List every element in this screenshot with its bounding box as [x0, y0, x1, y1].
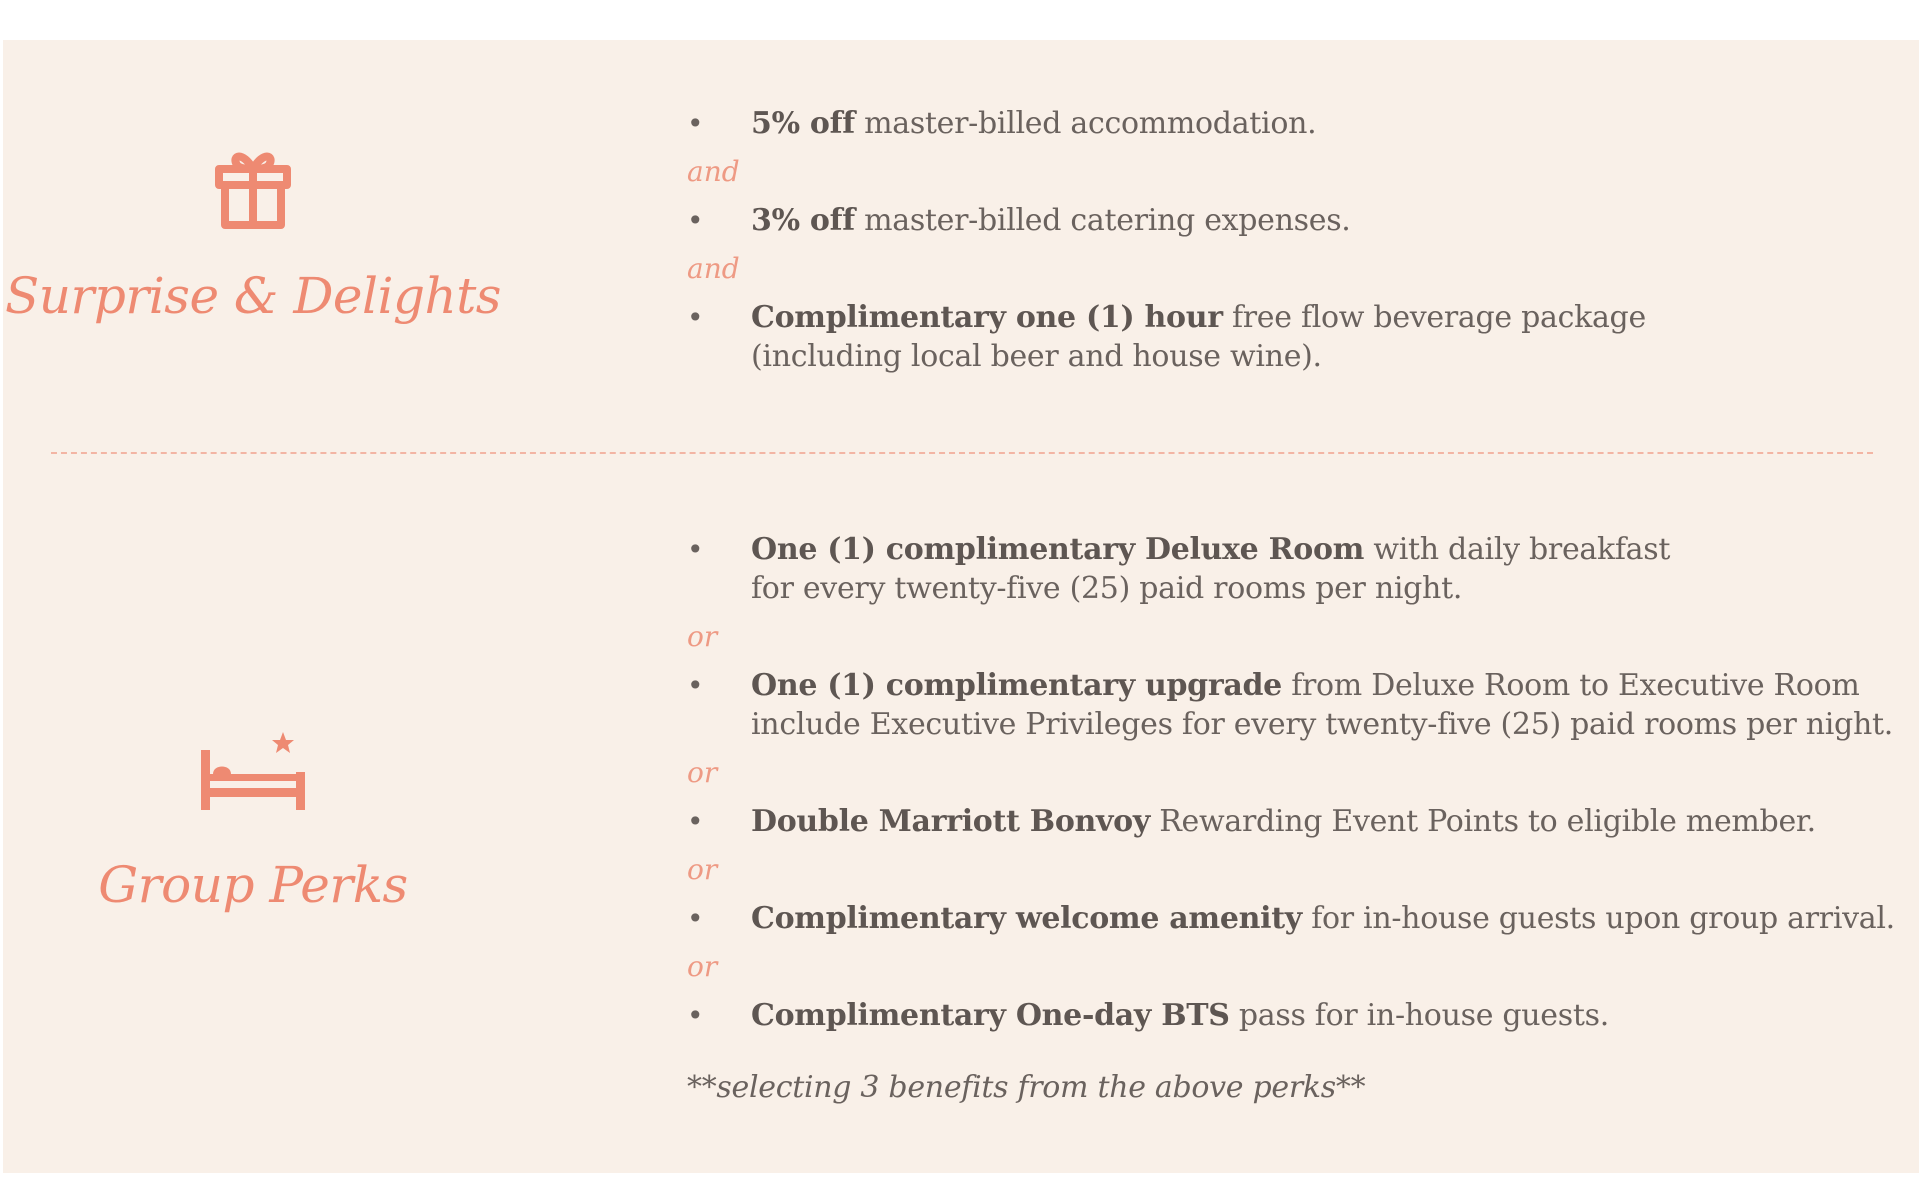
bullet-icon: •	[687, 999, 704, 1032]
item-bold: Complimentary welcome amenity	[751, 901, 1302, 936]
bullet-icon: •	[687, 107, 704, 140]
perks-heading-block	[3, 732, 503, 914]
item-text: master-billed catering expenses.	[854, 203, 1351, 238]
list-item	[683, 899, 1903, 938]
item-bold: 3% off	[751, 203, 855, 238]
item-text: pass for in-house guests.	[1229, 998, 1609, 1033]
surprise-list	[683, 104, 1903, 376]
surprise-heading: Surprise & Delights	[5, 267, 501, 325]
item-bold: One (1) complimentary Deluxe Room	[751, 532, 1365, 567]
gift-icon	[213, 147, 293, 231]
item-bold: One (1) complimentary upgrade	[751, 668, 1282, 703]
connector-text: or	[687, 853, 718, 886]
bullet-icon: •	[687, 902, 704, 935]
connector-text: and	[687, 252, 740, 285]
bed-star-icon	[201, 732, 305, 812]
dashed-divider	[51, 452, 1873, 454]
benefits-panel	[3, 40, 1919, 1173]
bullet-icon: •	[687, 805, 704, 838]
connector-text: or	[687, 756, 718, 789]
perks-note: **selecting 3 benefits from the above perks**	[687, 1070, 1366, 1105]
list-item	[683, 201, 1903, 240]
item-text: from Deluxe Room to Executive Room	[1281, 668, 1860, 703]
list-item	[683, 298, 1903, 376]
connector-text: or	[687, 950, 718, 983]
surprise-heading-block	[3, 147, 503, 325]
item-text: master-billed accommodation.	[854, 106, 1317, 141]
connector-text: or	[687, 620, 718, 653]
item-bold: Double Marriott Bonvoy	[751, 804, 1151, 839]
bullet-icon: •	[687, 669, 704, 702]
item-text-line2: include Executive Privileges for every twenty-five (25) paid rooms per night.	[751, 707, 1893, 742]
bullet-icon: •	[687, 204, 704, 237]
perks-heading: Group Perks	[98, 856, 408, 914]
item-bold: Complimentary One-day BTS	[751, 998, 1230, 1033]
bullet-icon: •	[687, 533, 704, 566]
list-item	[683, 802, 1903, 841]
item-bold: Complimentary one (1) hour	[751, 300, 1223, 335]
item-text-line2: for every twenty-five (25) paid rooms per night.	[751, 571, 1463, 606]
connector-text: and	[687, 155, 740, 188]
item-text: with daily breakfast	[1364, 532, 1671, 567]
list-item	[683, 104, 1903, 143]
perks-list	[683, 530, 1903, 1035]
item-bold: 5% off	[751, 106, 855, 141]
list-item	[683, 996, 1903, 1035]
list-item	[683, 666, 1903, 744]
item-text: free flow beverage package	[1222, 300, 1646, 335]
bullet-icon: •	[687, 301, 704, 334]
item-text: for in-house guests upon group arrival.	[1301, 901, 1895, 936]
item-text: Rewarding Event Points to eligible member.	[1150, 804, 1816, 839]
list-item	[683, 530, 1903, 608]
item-text-line2: (including local beer and house wine).	[751, 339, 1322, 374]
